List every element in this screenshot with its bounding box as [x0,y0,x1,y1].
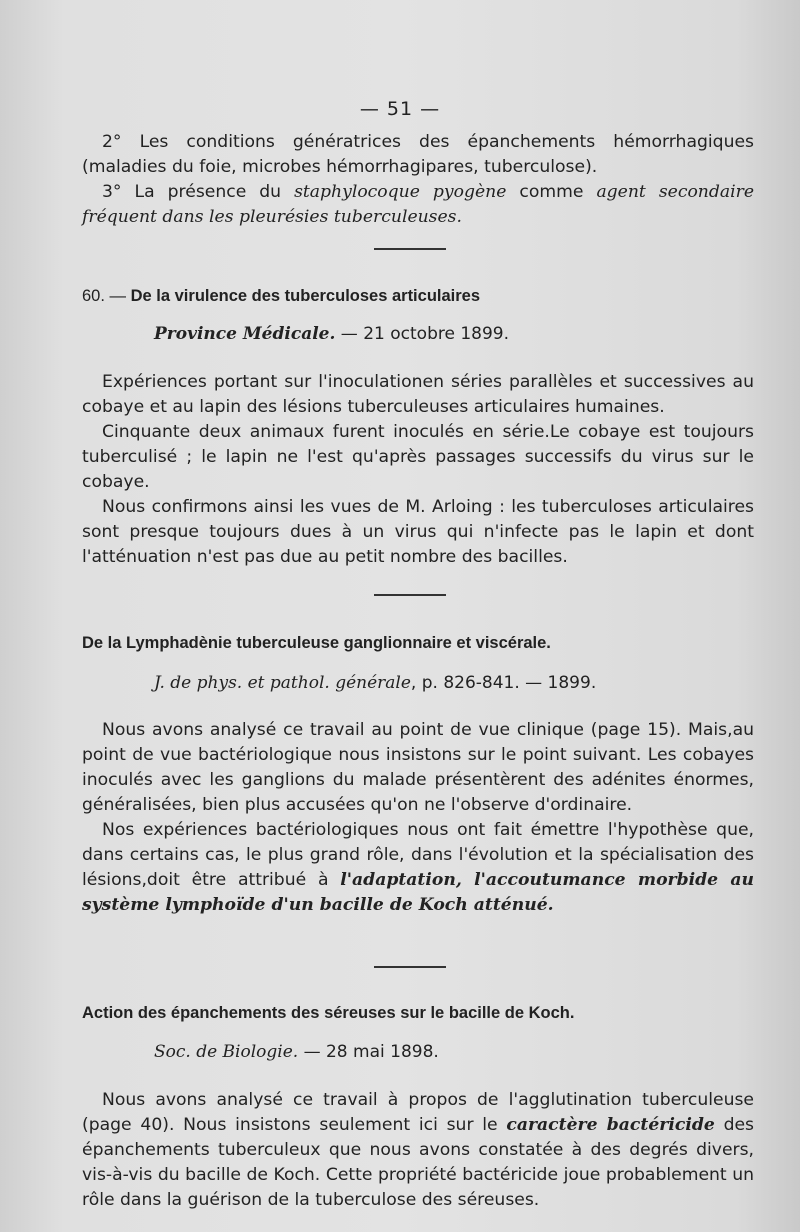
paragraph: Nous confirmons ainsi les vues de M. Arloing : les tuberculoses articulaires sont presque toujours dues à un virus qui n'infecte pas le lapin et dont l'atténuation n'est pas due au petit nombre des bacilles. [82,497,754,567]
paragraph: Expériences portant sur l'inoculationen séries parallèles et successives au cobaye et au lapin des lésions tuberculeuses articulaires humaines. [82,372,754,417]
section-heading: Action des épanchements des séreuses sur le bacille de Koch. [82,1004,575,1022]
paragraph: Nous avons analysé ce travail à propos de l'agglutination tuberculeuse (page 40). Nous insistons seulement ici sur le caractère bactéricide des épanchements tuberculeux que nous avons constatée à des degrés divers, vis-à-vis du bacille de Koch. Cette propriété bactéricide joue probablement un rôle dans la guérison de la tuberculose des séreuses. [82,1090,755,1210]
paragraph: Nos expériences bactériologiques nous ont fait émettre l'hypothèse que, dans certains cas, le plus grand rôle, dans l'évolution et la spécialisation des lésions,doit être attribué à l'adaptation, l'accoutumance morbide au système lymphoïde d'un bacille de Koch atténué. [82,820,754,915]
intro-item-3: 3° La présence du staphylocoque pyogène comme agent secondaire fréquent dans les pleurésies tuberculeuses. [82,182,755,227]
section-body [82,370,754,570]
paragraph: Nous avons analysé ce travail au point de vue clinique (page 15). Mais,au point de vue bactériologique nous insistons sur le point suivant. Les cobayes inoculés avec les ganglions du malade présentèrent des adénites énormes, généralisées, bien plus accusées qu'on ne l'observe d'ordinaire. [82,720,754,815]
divider [374,248,446,250]
section-source: Province Médicale. — 21 octobre 1899. [154,324,510,344]
intro-item-2: 2° Les conditions génératrices des épanchements hémorrhagiques (maladies du foie, microbes hémorrhagipares, tuberculose). [82,132,754,177]
section-source: Soc. de Biologie. — 28 mai 1898. [154,1042,439,1062]
divider [374,966,446,968]
section-body [82,718,754,918]
paragraph: Cinquante deux animaux furent inoculés en série.Le cobaye est toujours tuberculisé ; le lapin ne l'est qu'après passages successifs du virus sur le cobaye. [82,422,754,492]
section-heading: 60. — De la virulence des tuberculoses articulaires [82,287,481,305]
section-heading: De la Lymphadènie tuberculeuse ganglionnaire et viscérale. [82,634,551,652]
section-body [82,1088,754,1213]
section-source: J. de phys. et pathol. générale, p. 826-841. — 1899. [154,673,597,693]
page-number: — 51 — [359,98,441,120]
divider [374,594,446,596]
intro-list [82,130,754,230]
